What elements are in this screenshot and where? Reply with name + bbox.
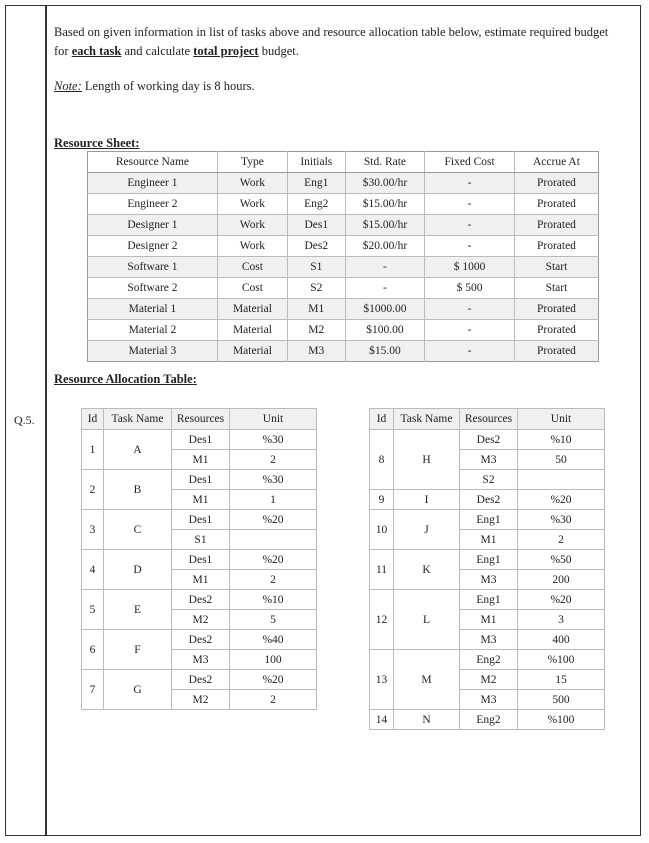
table-row <box>370 650 605 670</box>
table-row <box>88 341 599 362</box>
table-cell: Material <box>217 320 287 341</box>
table-row <box>88 278 599 299</box>
resource-cell: Des2 <box>460 430 518 450</box>
table-cell: Material 1 <box>88 299 218 320</box>
unit-cell: %20 <box>230 510 317 530</box>
column-header: Initials <box>287 152 345 173</box>
table-cell: Prorated <box>514 215 598 236</box>
resource-cell: Des2 <box>172 670 230 690</box>
task-name: I <box>394 490 460 510</box>
note-label: Note: <box>54 79 82 93</box>
task-name: N <box>394 710 460 730</box>
table-row <box>82 550 317 570</box>
resource-cell: Des2 <box>172 590 230 610</box>
unit-cell: 50 <box>518 450 605 470</box>
table-cell: $30.00/hr <box>345 173 425 194</box>
task-id: 9 <box>370 490 394 510</box>
question-label: Q.5. <box>14 413 35 427</box>
intro-bold-total-project: total project <box>193 44 259 58</box>
task-id: 6 <box>82 630 104 670</box>
table-cell: M2 <box>287 320 345 341</box>
column-header: Resource Name <box>88 152 218 173</box>
table-cell: Cost <box>217 278 287 299</box>
resource-cell: Eng2 <box>460 710 518 730</box>
resource-cell: M2 <box>172 690 230 710</box>
task-name: K <box>394 550 460 590</box>
resource-cell: M2 <box>460 670 518 690</box>
resource-cell: M1 <box>172 570 230 590</box>
table-row <box>88 236 599 257</box>
table-row <box>88 194 599 215</box>
table-row <box>370 510 605 530</box>
table-cell: Material <box>217 341 287 362</box>
unit-cell: 2 <box>230 570 317 590</box>
table-row <box>88 215 599 236</box>
task-name: D <box>104 550 172 590</box>
resource-cell: Eng1 <box>460 510 518 530</box>
unit-cell: %100 <box>518 650 605 670</box>
resource-cell: M1 <box>460 530 518 550</box>
resource-cell: M1 <box>172 490 230 510</box>
table-cell: M3 <box>287 341 345 362</box>
resource-sheet-table <box>87 151 599 362</box>
resource-cell: Des2 <box>172 630 230 650</box>
table-cell: $20.00/hr <box>345 236 425 257</box>
table-cell: Eng1 <box>287 173 345 194</box>
intro-text-2: and calculate <box>121 44 194 58</box>
unit-cell: %20 <box>518 490 605 510</box>
table-row <box>370 490 605 510</box>
task-id: 7 <box>82 670 104 710</box>
unit-cell: 1 <box>230 490 317 510</box>
task-name: C <box>104 510 172 550</box>
unit-cell: 15 <box>518 670 605 690</box>
unit-cell: 200 <box>518 570 605 590</box>
table-row <box>88 299 599 320</box>
task-id: 4 <box>82 550 104 590</box>
table-cell: - <box>425 173 515 194</box>
table-cell: Eng2 <box>287 194 345 215</box>
table-cell: Des2 <box>287 236 345 257</box>
table-cell: - <box>425 236 515 257</box>
task-id: 13 <box>370 650 394 710</box>
resource-cell: Des2 <box>460 490 518 510</box>
unit-cell: %50 <box>518 550 605 570</box>
table-cell: $ 1000 <box>425 257 515 278</box>
note <box>54 79 255 94</box>
table-cell: Prorated <box>514 236 598 257</box>
table-cell: - <box>425 299 515 320</box>
unit-cell: 5 <box>230 610 317 630</box>
resource-cell: Des1 <box>172 550 230 570</box>
table-cell: Material 3 <box>88 341 218 362</box>
task-id: 8 <box>370 430 394 490</box>
table-cell: S1 <box>287 257 345 278</box>
table-cell: - <box>345 278 425 299</box>
task-name: L <box>394 590 460 650</box>
table-cell: - <box>425 320 515 341</box>
resource-cell: Des1 <box>172 510 230 530</box>
allocation-table-left <box>81 408 317 710</box>
column-header: Id <box>370 409 394 430</box>
table-row <box>82 670 317 690</box>
task-id: 3 <box>82 510 104 550</box>
table-cell: Engineer 2 <box>88 194 218 215</box>
resource-cell: M1 <box>172 450 230 470</box>
note-text: Length of working day is 8 hours. <box>81 79 255 93</box>
table-cell: Prorated <box>514 194 598 215</box>
intro-bold-each-task: each task <box>71 44 122 58</box>
column-header: Id <box>82 409 104 430</box>
task-id: 11 <box>370 550 394 590</box>
table-cell: Start <box>514 278 598 299</box>
task-name: J <box>394 510 460 550</box>
table-cell: Prorated <box>514 341 598 362</box>
table-row <box>82 430 317 450</box>
table-cell: Prorated <box>514 320 598 341</box>
table-cell: Des1 <box>287 215 345 236</box>
table-row <box>88 257 599 278</box>
unit-cell <box>230 530 317 550</box>
task-name: A <box>104 430 172 470</box>
table-cell: Software 1 <box>88 257 218 278</box>
table-cell: $1000.00 <box>345 299 425 320</box>
task-name: M <box>394 650 460 710</box>
unit-cell: %10 <box>518 430 605 450</box>
table-cell: Software 2 <box>88 278 218 299</box>
unit-cell: %20 <box>518 590 605 610</box>
table-cell: Engineer 1 <box>88 173 218 194</box>
table-row <box>82 590 317 610</box>
resource-cell: S1 <box>172 530 230 550</box>
resource-cell: S2 <box>460 470 518 490</box>
unit-cell: %30 <box>230 430 317 450</box>
allocation-table-right <box>369 408 605 730</box>
column-header: Resources <box>172 409 230 430</box>
table-row <box>82 510 317 530</box>
unit-cell: %30 <box>518 510 605 530</box>
table-cell: $ 500 <box>425 278 515 299</box>
table-cell: $100.00 <box>345 320 425 341</box>
resource-cell: M3 <box>460 690 518 710</box>
column-header: Type <box>217 152 287 173</box>
table-cell: $15.00/hr <box>345 215 425 236</box>
table-cell: Material 2 <box>88 320 218 341</box>
task-name: F <box>104 630 172 670</box>
table-cell: Designer 1 <box>88 215 218 236</box>
unit-cell: %20 <box>230 670 317 690</box>
table-row <box>370 590 605 610</box>
table-row <box>370 430 605 450</box>
column-header: Unit <box>230 409 317 430</box>
table-cell: $15.00 <box>345 341 425 362</box>
table-cell: - <box>425 194 515 215</box>
resource-cell: M3 <box>460 570 518 590</box>
unit-cell: %100 <box>518 710 605 730</box>
task-name: G <box>104 670 172 710</box>
allocation-heading: Resource Allocation Table: <box>54 372 197 386</box>
table-cell: Work <box>217 194 287 215</box>
table-cell: Prorated <box>514 173 598 194</box>
unit-cell: 2 <box>230 450 317 470</box>
table-row <box>370 710 605 730</box>
resource-cell: M2 <box>172 610 230 630</box>
column-header: Std. Rate <box>345 152 425 173</box>
resource-cell: Eng2 <box>460 650 518 670</box>
unit-cell: 500 <box>518 690 605 710</box>
table-cell: Material <box>217 299 287 320</box>
task-id: 5 <box>82 590 104 630</box>
intro-text-1: Based on given information in list of tasks above and resource allocation table below, estimate required budget for <box>54 25 609 58</box>
column-header: Task Name <box>394 409 460 430</box>
unit-cell: %20 <box>230 550 317 570</box>
task-id: 1 <box>82 430 104 470</box>
task-id: 10 <box>370 510 394 550</box>
table-row <box>88 173 599 194</box>
unit-cell: 2 <box>518 530 605 550</box>
column-header: Resources <box>460 409 518 430</box>
unit-cell: %10 <box>230 590 317 610</box>
table-row <box>370 550 605 570</box>
table-cell: Prorated <box>514 299 598 320</box>
column-header: Task Name <box>104 409 172 430</box>
unit-cell: 100 <box>230 650 317 670</box>
resource-cell: Des1 <box>172 470 230 490</box>
column-header: Unit <box>518 409 605 430</box>
unit-cell: %30 <box>230 470 317 490</box>
column-header: Fixed Cost <box>425 152 515 173</box>
table-cell: M1 <box>287 299 345 320</box>
resource-cell: M3 <box>172 650 230 670</box>
table-row <box>88 320 599 341</box>
table-cell: S2 <box>287 278 345 299</box>
table-cell: Work <box>217 173 287 194</box>
table-cell: Designer 2 <box>88 236 218 257</box>
resource-cell: Des1 <box>172 430 230 450</box>
table-cell: - <box>425 215 515 236</box>
unit-cell: %40 <box>230 630 317 650</box>
task-id: 2 <box>82 470 104 510</box>
table-cell: - <box>425 341 515 362</box>
resource-cell: M3 <box>460 630 518 650</box>
resource-cell: Eng1 <box>460 590 518 610</box>
task-name: E <box>104 590 172 630</box>
task-name: B <box>104 470 172 510</box>
table-cell: Work <box>217 215 287 236</box>
resource-sheet-heading: Resource Sheet: <box>54 136 140 150</box>
resource-cell: Eng1 <box>460 550 518 570</box>
resource-cell: M1 <box>460 610 518 630</box>
unit-cell: 3 <box>518 610 605 630</box>
column-header: Accrue At <box>514 152 598 173</box>
unit-cell <box>518 470 605 490</box>
intro-text-3: budget. <box>258 44 299 58</box>
table-row <box>82 630 317 650</box>
table-cell: $15.00/hr <box>345 194 425 215</box>
table-cell: Cost <box>217 257 287 278</box>
table-row <box>82 470 317 490</box>
table-cell: Work <box>217 236 287 257</box>
table-cell: - <box>345 257 425 278</box>
unit-cell: 2 <box>230 690 317 710</box>
unit-cell: 400 <box>518 630 605 650</box>
table-cell: Start <box>514 257 598 278</box>
intro-paragraph <box>54 23 614 61</box>
task-name: H <box>394 430 460 490</box>
task-id: 12 <box>370 590 394 650</box>
task-id: 14 <box>370 710 394 730</box>
resource-cell: M3 <box>460 450 518 470</box>
column-divider <box>45 5 47 836</box>
